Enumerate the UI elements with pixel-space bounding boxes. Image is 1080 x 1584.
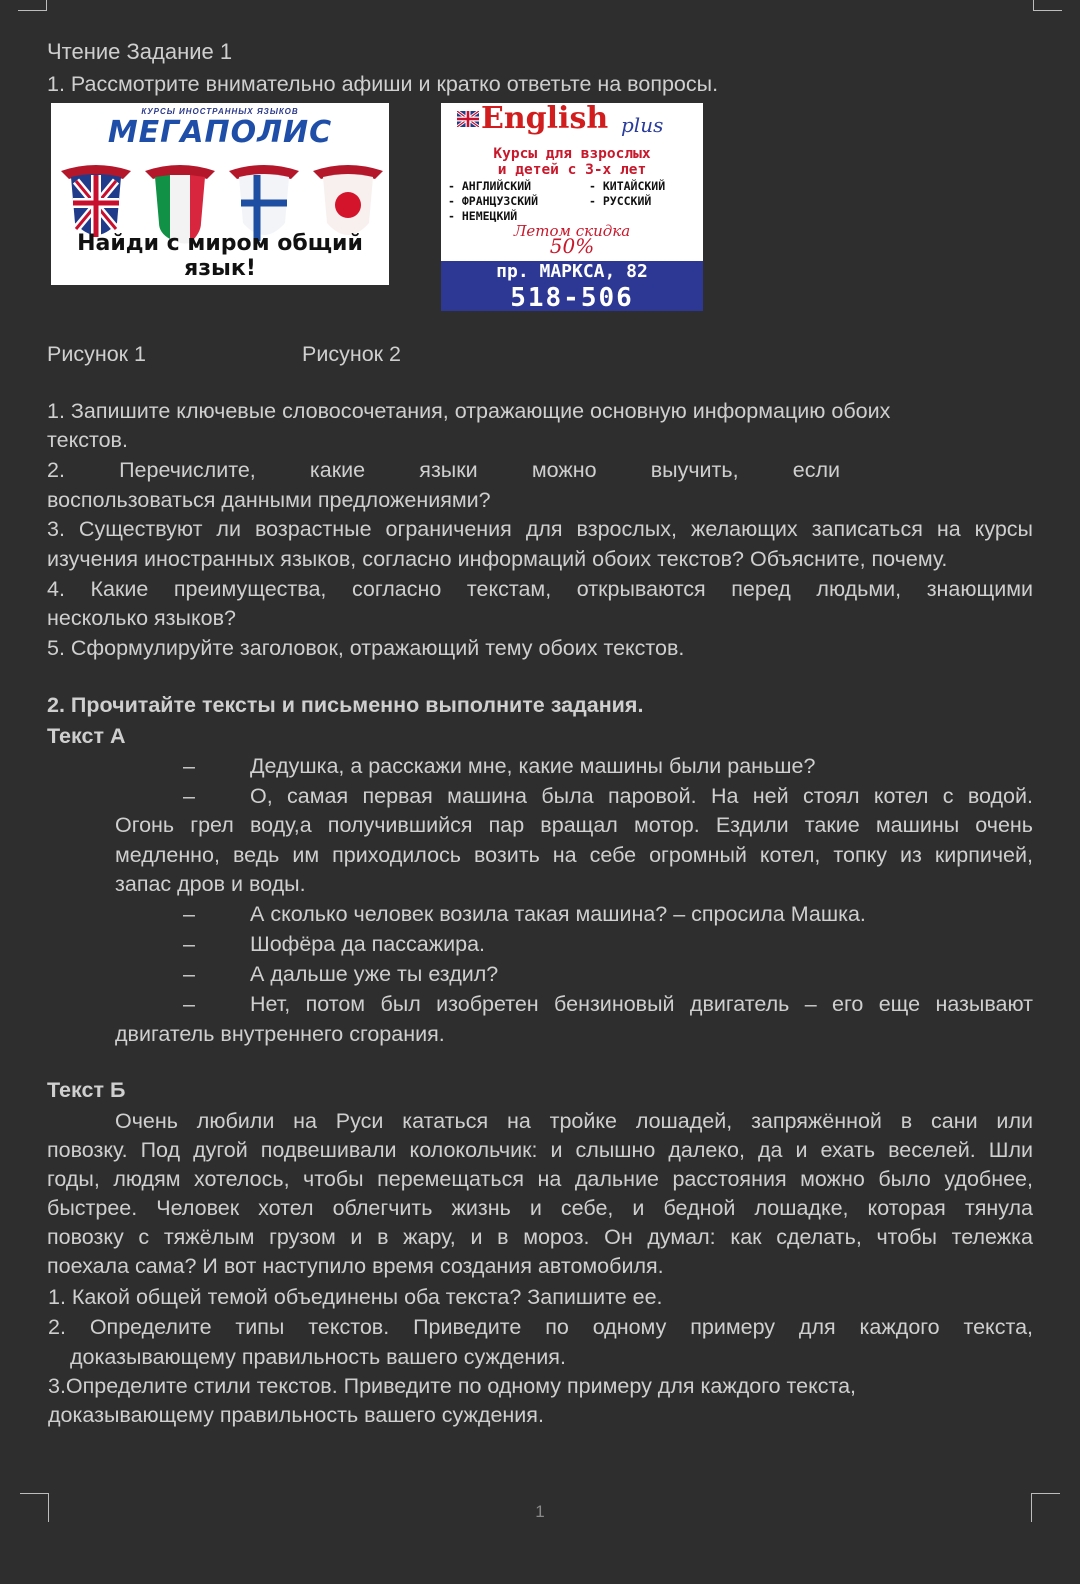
poster-megapolis <box>51 103 389 285</box>
task-intro: 1. Рассмотрите внимательно афиши и кратко ответьте на вопросы. <box>47 72 719 96</box>
question-line: текстов. <box>47 428 128 452</box>
language-item: - РУССКИЙ <box>589 194 652 208</box>
poster-subtitle: КУРСЫ ИНОСТРАННЫХ ЯЗЫКОВ <box>141 107 299 116</box>
discount-percent: 50% <box>549 234 595 258</box>
language-item: - КИТАЙСКИЙ <box>589 179 666 193</box>
poster-brand: English <box>481 103 609 136</box>
page-corner-mark <box>1033 0 1062 11</box>
poster-english-plus <box>441 103 703 311</box>
figure-caption: Рисунок 1 <box>47 342 147 366</box>
text-b-line: поехала сама? И вот наступило время создания автомобиля. <box>47 1254 664 1278</box>
question-line: воспользоваться данными предложениями? <box>47 488 491 512</box>
poster-brand-suffix: plus <box>621 113 664 137</box>
page-number: 1 <box>535 1502 545 1521</box>
dialogue-dash: – <box>183 932 195 956</box>
language-item: - НЕМЕЦКИЙ <box>448 209 518 223</box>
dialogue-line: О, самая первая машина была паровой. На ней стоял котел с водой. <box>250 784 1033 808</box>
dialogue-line: Огонь грел воду,а получившийся пар вращал мотор. Ездили такие машины очень <box>115 813 1033 837</box>
dialogue-line: медленно, ведь им приходилось возить на себе огромный котел, топку из кирпичей, <box>115 843 1033 867</box>
dialogue-line: Дедушка, а расскажи мне, какие машины были раньше? <box>250 754 816 778</box>
poster-logo: МЕГАПОЛИС <box>107 115 333 150</box>
dialogue-line: двигатель внутреннего сгорания. <box>115 1022 445 1046</box>
address: пр. МАРКСА, 82 <box>496 261 648 282</box>
text-b-line: повозку с тяжёлым грузом и в жару, и в мороз. Он думал: как сделать, чтобы тележка <box>47 1225 1033 1249</box>
poster-headline: и детей с 3-х лет <box>497 162 647 178</box>
question-line: несколько языков? <box>47 606 236 630</box>
question-line: изучения иностранных языков, согласно информаций обоих текстов? Объясните, почему. <box>47 547 948 571</box>
question-line: 1. Какой общей темой объединены оба текста? Запишите ее. <box>48 1285 663 1309</box>
question-line: 2. Определите типы текстов. Приведите по одному примеру для каждого текста, <box>48 1315 1033 1339</box>
dialogue-line: Нет, потом был изобретен бензиновый двигатель – его еще называют <box>250 992 1033 1016</box>
language-item: - АНГЛИЙСКИЙ <box>448 179 532 193</box>
figure-caption: Рисунок 2 <box>302 342 402 366</box>
poster-slogan: Найди с миром общий язык! <box>77 231 363 281</box>
question-line: 2. Перечислите, какие языки можно выучить, если <box>47 458 840 482</box>
phone-number: 518-506 <box>510 283 634 311</box>
text-b-line: Очень любили на Руси кататься на тройке лошадей, запряжённой в сани или <box>115 1109 1033 1133</box>
section-title: Чтение Задание 1 <box>47 39 233 64</box>
text-b-title: Текст Б <box>47 1078 126 1102</box>
dialogue-line: А сколько человек возила такая машина? – спросила Машка. <box>250 902 866 926</box>
uk-flag-icon <box>457 111 479 127</box>
dialogue-dash: – <box>183 754 195 778</box>
dialogue-dash: – <box>183 902 195 926</box>
question-line: 5. Сформулируйте заголовок, отражающий тему обоих текстов. <box>47 636 685 660</box>
dialogue-dash: – <box>183 784 195 808</box>
question-line: 4. Какие преимущества, согласно текстам, открываются перед людьми, знающими <box>47 577 1033 601</box>
question-line: доказывающему правильность вашего суждения. <box>70 1345 566 1369</box>
poster-headline: Курсы для взрослых <box>493 146 651 162</box>
text-a-title: Текст А <box>47 724 126 748</box>
page-corner-mark <box>18 0 47 11</box>
dialogue-line: А дальше уже ты ездил? <box>250 962 499 986</box>
question-line: доказывающему правильность вашего суждения. <box>48 1403 544 1427</box>
text-b-line: годы, людям хотелось, чтобы перемещаться на дальние расстояния можно было удобнее, <box>47 1167 1033 1191</box>
language-item: - ФРАНЦУЗСКИЙ <box>448 194 539 208</box>
question-line: 3.Определите стили текстов. Приведите по одному примеру для каждого текста, <box>48 1374 857 1398</box>
text-b-line: быстрее. Человек хотел облегчить жизнь и себе, и бедной лошадке, которая тянула <box>47 1196 1033 1220</box>
question-line: 3. Существуют ли возрастные ограничения для взрослых, желающих записаться на курсы <box>47 517 1033 541</box>
discount-text: Летом скидка <box>513 222 631 240</box>
dialogue-line: Шофёра да пассажира. <box>250 932 486 956</box>
question-line: 1. Запишите ключевые словосочетания, отражающие основную информацию обоих <box>47 399 891 423</box>
text-b-line: повозку. Под дугой подвешивали колокольчик: и слышно далеко, да и ехать веселей. Шли <box>47 1138 1033 1162</box>
contact-bar <box>441 261 703 311</box>
dialogue-dash: – <box>183 962 195 986</box>
task2-title: 2. Прочитайте тексты и письменно выполните задания. <box>47 693 644 717</box>
dialogue-dash: – <box>183 992 195 1016</box>
dialogue-line: запас дров и воды. <box>115 872 306 896</box>
